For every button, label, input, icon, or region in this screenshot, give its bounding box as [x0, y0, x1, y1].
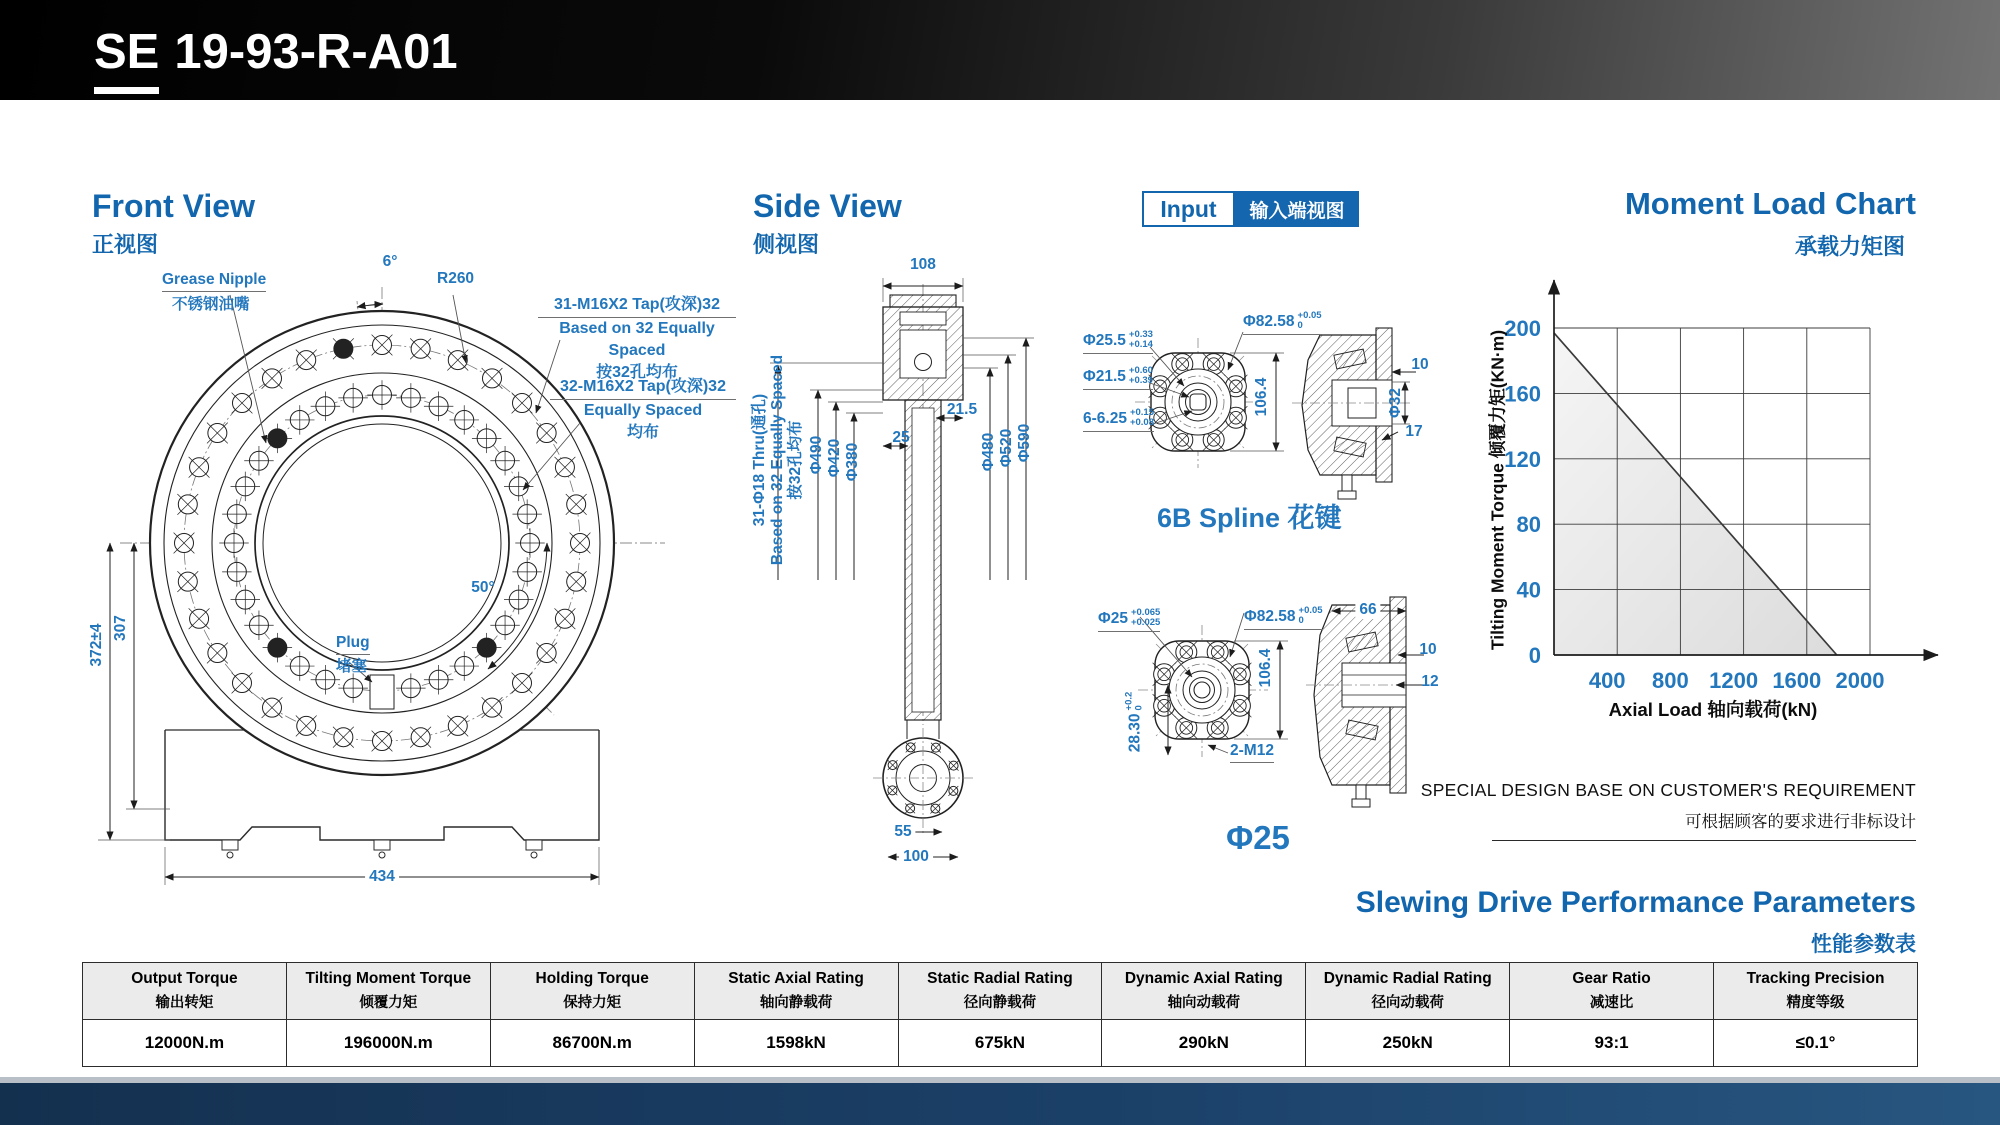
- dim-d420: Φ420: [826, 438, 844, 478]
- dim-spline-d6-25-sub: +0.08: [1129, 417, 1154, 429]
- x-tick-label: 1600: [1772, 668, 1822, 693]
- dim-shaft-66: 66: [1355, 601, 1380, 619]
- angle-6-label: 6°: [382, 253, 398, 271]
- chart-x-axis-label: Axial Load 轴向载荷(kN): [1608, 699, 1818, 720]
- perf-header-0: Output Torque 输出转矩: [83, 963, 287, 1020]
- perf-header-5: Dynamic Axial Rating 轴向动载荷: [1102, 963, 1306, 1020]
- dim-spline-10: 10: [1411, 356, 1429, 374]
- dim-spline-d25-5-main: Φ25.5: [1083, 331, 1126, 349]
- dim-shaft-d25: [1098, 608, 1160, 632]
- perf-header-1: Tilting Moment Torque 倾覆力矩: [286, 963, 490, 1020]
- dim-d480: Φ480: [980, 432, 998, 472]
- tap31-line1: 31-M16X2 Tap(攻深)32: [538, 294, 736, 318]
- dim-spline-d6-25-main: 6-6.25: [1083, 409, 1127, 427]
- grease-nipple-label-en: Grease Nipple: [162, 271, 266, 292]
- dim-spline-d21-5-sub: +0.39: [1128, 375, 1153, 387]
- dim-21-5: 21.5: [946, 401, 978, 419]
- y-tick-label: 80: [1516, 512, 1541, 538]
- side-view-title: Side View: [753, 188, 902, 224]
- tap32-line3: 均布: [626, 424, 659, 442]
- dim-shaft-d25-sub: +0.025: [1130, 617, 1161, 629]
- performance-subtitle: 性能参数表: [1811, 933, 1916, 956]
- tap32-line2: Equally Spaced: [583, 402, 703, 420]
- plug-label-en: Plug: [336, 634, 370, 655]
- footer-navy-bar: [0, 1083, 2000, 1125]
- y-tick-label: 40: [1516, 577, 1541, 603]
- dim-spline-d25-5-sub: +0.14: [1128, 339, 1153, 351]
- base-bolt-stubs: [222, 840, 542, 858]
- input-badge-cn: 输入端视图: [1235, 191, 1359, 227]
- perf-header-7: Gear Ratio 减速比: [1510, 963, 1714, 1020]
- dim-spline-d21-5-main: Φ21.5: [1083, 367, 1126, 385]
- performance-table: [82, 962, 1918, 1067]
- x-tick-label: 800: [1652, 668, 1689, 693]
- side-view-drawing: [740, 250, 1090, 890]
- y-tick-label: 0: [1528, 643, 1541, 668]
- tap32-label: [550, 376, 736, 444]
- dim-shaft-d82-sup: +0.05: [1298, 605, 1323, 616]
- special-design-note-cn: 可根据顾客的要求进行非标设计: [1685, 813, 1916, 831]
- dim-d590: Φ590: [1016, 423, 1034, 463]
- dim-spline-d82-main: Φ82.58: [1243, 312, 1295, 330]
- perf-value-5: 290kN: [1102, 1020, 1306, 1067]
- dim-spline-17: 17: [1405, 423, 1423, 441]
- perf-value-6: 250kN: [1306, 1020, 1510, 1067]
- header-bar: [0, 0, 2000, 100]
- dim-shaft-d25-main: Φ25: [1098, 609, 1128, 627]
- model-number: 19-93-R-A01: [174, 25, 458, 79]
- plug-label-cn: 堵塞: [336, 658, 368, 675]
- dim-d380: Φ380: [844, 442, 862, 482]
- dim-spline-d82-sub: 0: [1297, 320, 1303, 332]
- perf-value-7: 93:1: [1510, 1020, 1714, 1067]
- shaft-caption: Φ25: [1226, 819, 1290, 856]
- y-tick-label: 200: [1504, 316, 1541, 341]
- perf-value-4: 675kN: [898, 1020, 1102, 1067]
- input-badge-en: Input: [1142, 191, 1235, 227]
- dim-d520: Φ520: [998, 428, 1016, 468]
- note-divider: [1492, 840, 1916, 841]
- dim-shaft-10: 10: [1419, 641, 1437, 659]
- thru-label-line2: Based on 32 Equally Spaced: [769, 354, 787, 566]
- dim-spline-d25-5-sup: +0.33: [1128, 329, 1153, 340]
- dim-shaft-12: 12: [1421, 673, 1439, 691]
- dim-spline-d32: Φ32: [1387, 388, 1405, 418]
- thru-label-line1: 31-Φ18 Thru(通孔): [751, 393, 769, 527]
- dim-shaft-d82: [1244, 606, 1323, 630]
- dim-25: 25: [892, 429, 910, 447]
- dim-shaft-28-30-sub: 0: [1134, 705, 1145, 711]
- tap32-line1: 32-M16X2 Tap(攻深)32: [550, 376, 736, 400]
- angle-50-label: 50°: [471, 579, 495, 597]
- perf-value-0: 12000N.m: [83, 1020, 287, 1067]
- side-view-subtitle: 侧视图: [753, 232, 820, 257]
- special-design-note-en: SPECIAL DESIGN BASE ON CUSTOMER'S REQUIREMENT: [1420, 780, 1916, 800]
- dim-108: 108: [910, 256, 936, 274]
- dim-434: 434: [365, 868, 399, 886]
- front-view-title: Front View: [92, 188, 255, 224]
- perf-header-4: Static Radial Rating 径向静载荷: [898, 963, 1102, 1020]
- dim-shaft-m12: 2-M12: [1230, 742, 1274, 763]
- perf-header-8: Tracking Precision 精度等级: [1714, 963, 1918, 1020]
- tap31-label: [538, 294, 736, 384]
- x-tick-label: 2000: [1835, 668, 1885, 693]
- thru-label-line3: 按32孔均布: [787, 420, 805, 500]
- perf-header-2: Holding Torque 保持力矩: [490, 963, 694, 1020]
- dim-spline-106: 106.4: [1253, 377, 1271, 417]
- r260-label: R260: [437, 270, 475, 287]
- perf-header-3: Static Axial Rating 轴向静载荷: [694, 963, 898, 1020]
- dim-shaft-106: 106.4: [1257, 648, 1275, 688]
- dim-372: 372±4: [88, 623, 106, 667]
- dim-shaft-28-30: [1125, 692, 1146, 753]
- plug-detail: [370, 675, 394, 709]
- dim-307: 307: [112, 615, 130, 641]
- dim-shaft-d82-main: Φ82.58: [1244, 607, 1296, 625]
- perf-value-3: 1598kN: [694, 1020, 898, 1067]
- dim-spline-d6-25: [1083, 408, 1154, 432]
- y-tick-label: 160: [1504, 381, 1541, 407]
- dim-shaft-d25-sup: +0.065: [1130, 607, 1161, 618]
- y-tick-label: 120: [1504, 446, 1541, 472]
- dim-55: 55: [890, 823, 915, 841]
- x-tick-label: 1200: [1709, 668, 1759, 693]
- model-title: [94, 24, 458, 94]
- dim-spline-d6-25-sup: +0.15: [1129, 407, 1154, 418]
- tap31-line2: Based on 32 Equally Spaced: [559, 320, 715, 360]
- dim-spline-d25-5: [1083, 330, 1153, 354]
- performance-title: Slewing Drive Performance Parameters: [1355, 886, 1916, 919]
- chart-y-axis-label: Tilting Moment Torque 倾覆力矩(KN·m): [1487, 329, 1508, 651]
- dim-spline-d82-sup: +0.05: [1297, 310, 1322, 321]
- chart-subtitle: 承载力矩图: [1794, 234, 1905, 259]
- spline-caption: 6B Spline 花键: [1157, 503, 1342, 533]
- tap31-line3: 按32孔均布: [596, 364, 678, 382]
- chart-title: Moment Load Chart: [1624, 186, 1916, 221]
- dim-d490: Φ490: [808, 435, 826, 475]
- perf-header-6: Dynamic Radial Rating 径向动载荷: [1306, 963, 1510, 1020]
- dim-shaft-28-30-main: 28.30: [1126, 713, 1144, 753]
- grease-nipple-label-cn: 不锈钢油嘴: [172, 296, 250, 313]
- perf-value-8: ≤0.1°: [1714, 1020, 1918, 1067]
- moment-load-chart: [1440, 250, 2000, 720]
- perf-value-1: 196000N.m: [286, 1020, 490, 1067]
- front-view-subtitle: 正视图: [92, 232, 159, 257]
- x-tick-label: 400: [1588, 668, 1626, 693]
- model-series: SE: [94, 24, 159, 94]
- perf-value-2: 86700N.m: [490, 1020, 694, 1067]
- dim-shaft-d82-sub: 0: [1298, 615, 1304, 627]
- dim-shaft-28-30-sup: +0.2: [1123, 691, 1135, 711]
- dim-100: 100: [899, 848, 933, 866]
- dim-spline-d82: [1243, 311, 1322, 335]
- dim-spline-d21-5: [1083, 366, 1153, 390]
- dim-spline-d21-5-sup: +0.60: [1128, 365, 1153, 376]
